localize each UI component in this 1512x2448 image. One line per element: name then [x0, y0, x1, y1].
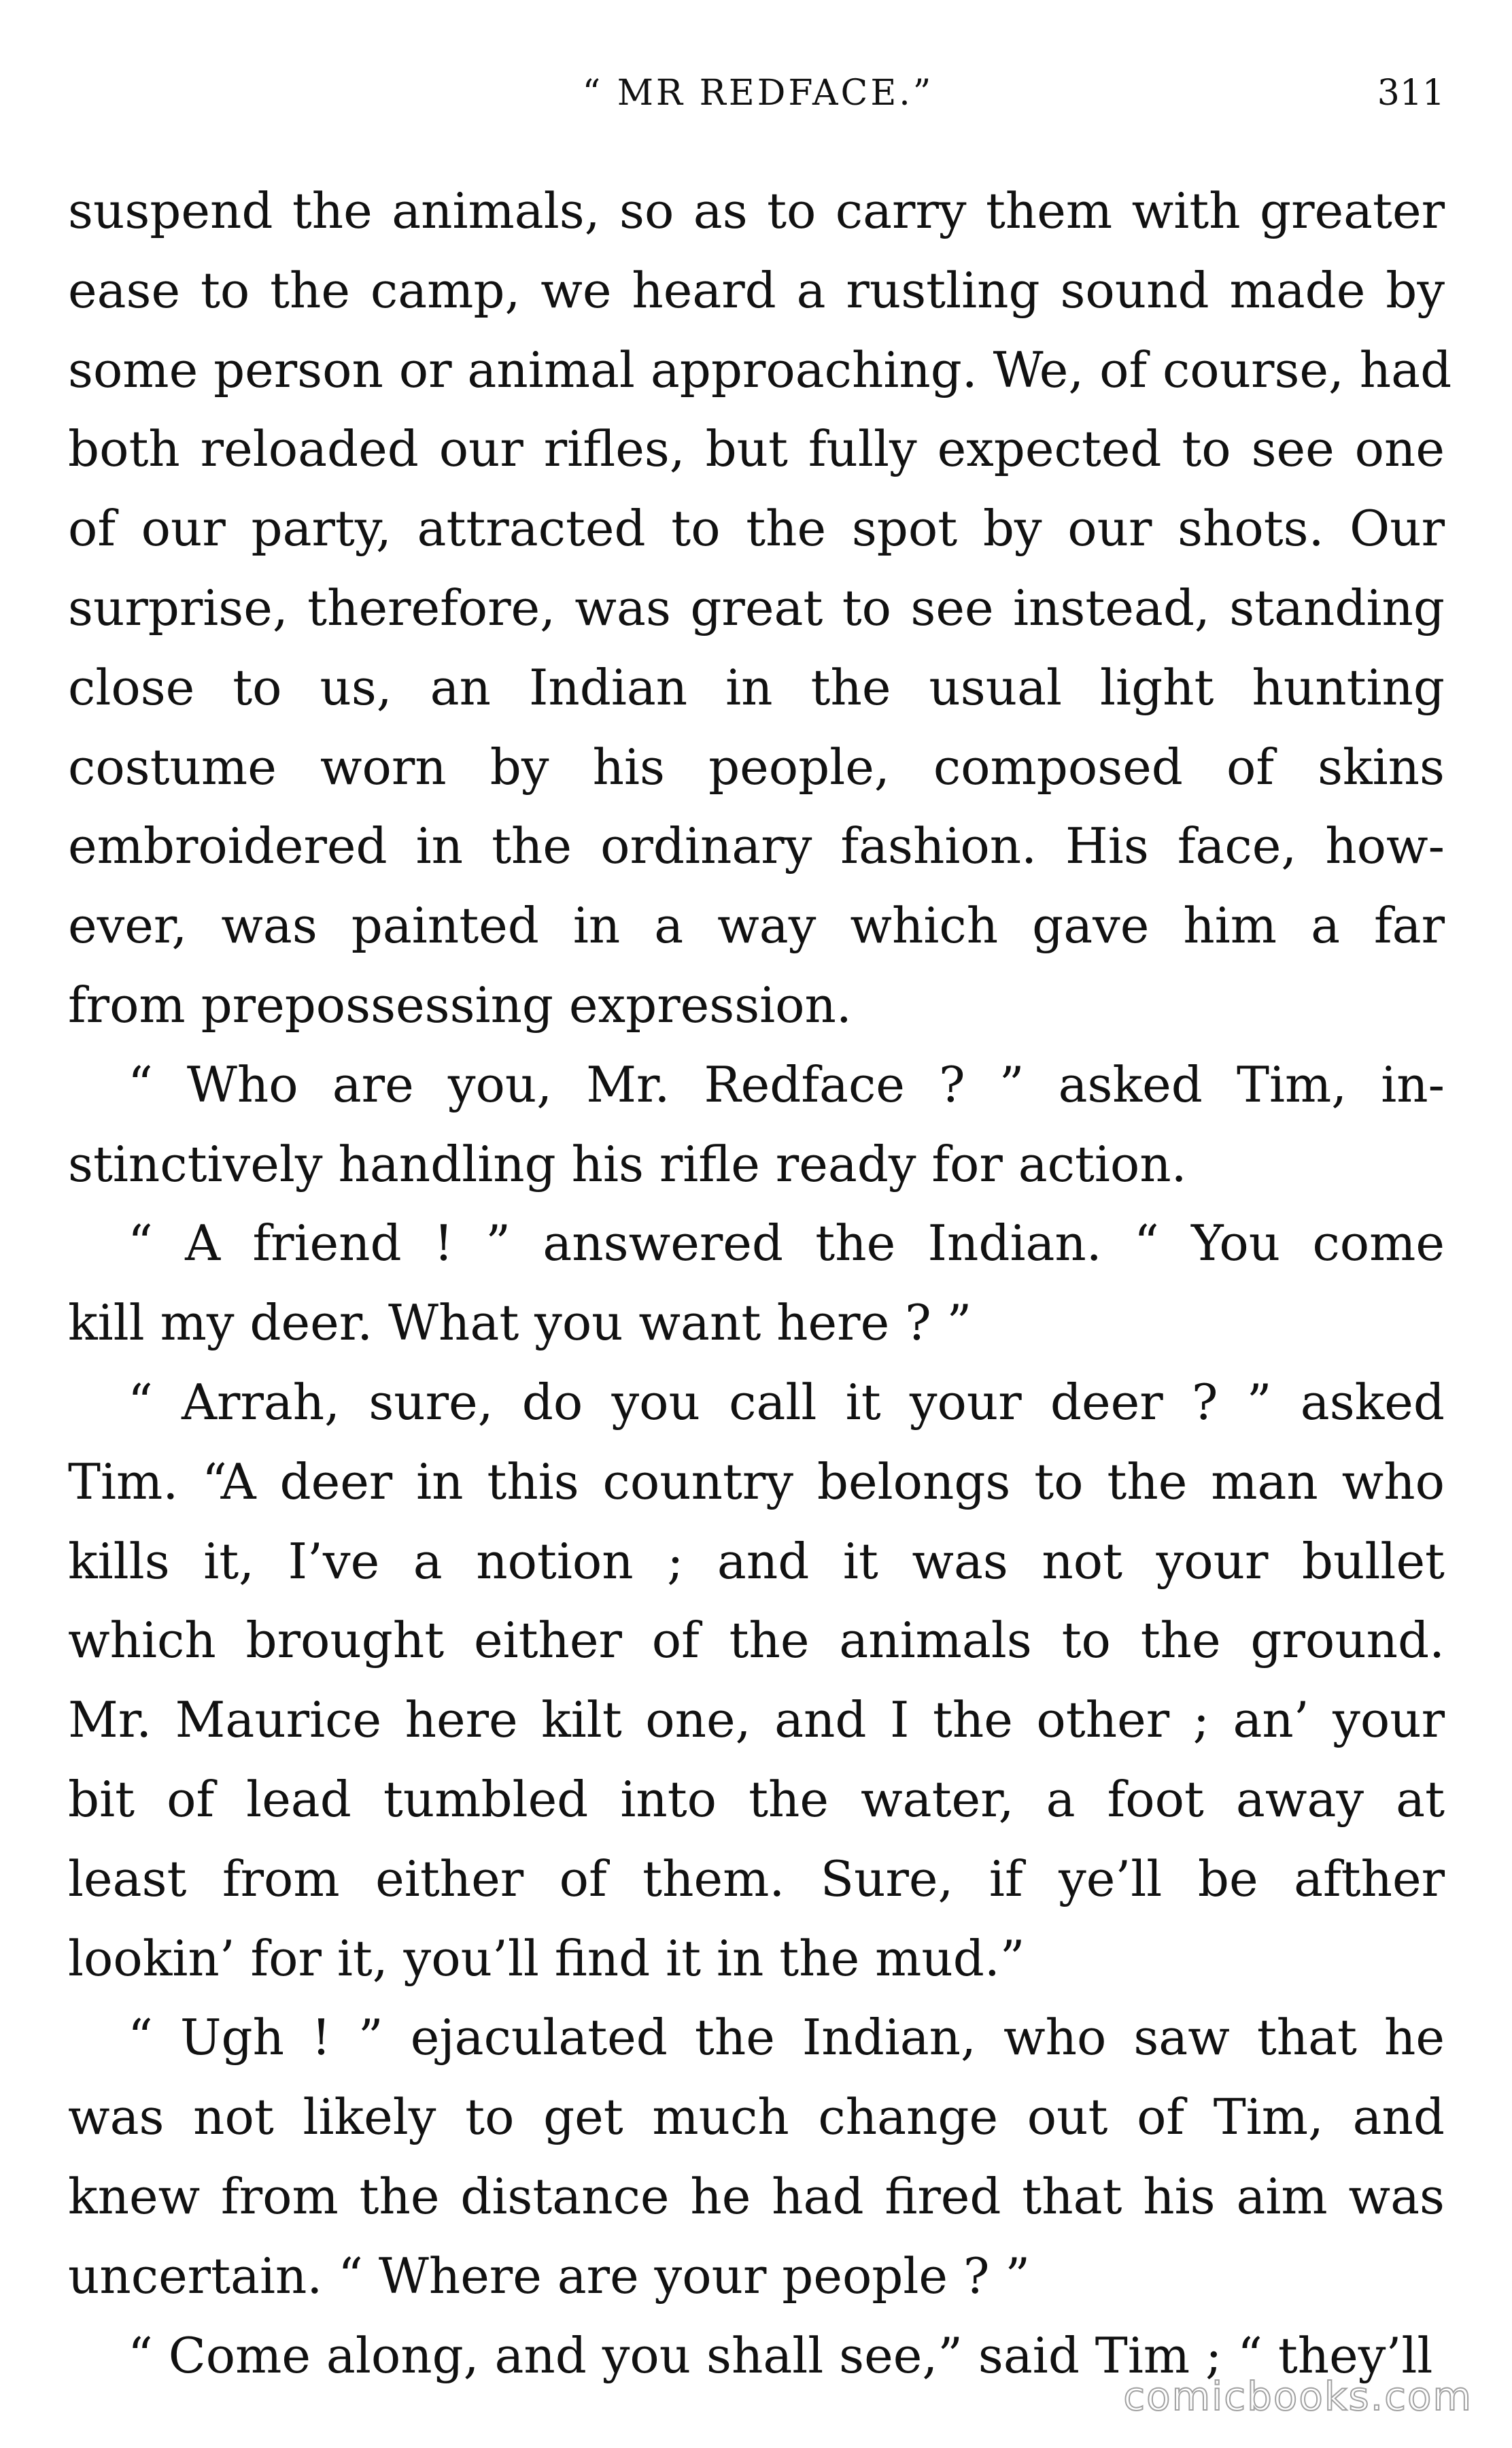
text-line: knew from the distance he had fired that his aim was	[68, 2167, 1445, 2225]
text-line: Mr. Maurice here kilt one, and I the other ; an’ your	[68, 1691, 1445, 1749]
text-line: lookin’ for it, you’ll find it in the mud.”	[68, 1929, 1025, 1987]
text-line: stinctively handling his rifle ready for action.	[68, 1135, 1187, 1193]
text-line: Tim. “A deer in this country belongs to the man who	[68, 1452, 1445, 1510]
text-line: surprise, therefore, was great to see instead, standing	[68, 579, 1445, 636]
watermark-logo: comicbooks.com	[1123, 2373, 1473, 2419]
text-line: “ A friend ! ” answered the Indian. “ You come	[128, 1214, 1445, 1272]
text-line: ever, was painted in a way which gave him a far	[68, 897, 1445, 955]
body-text	[68, 171, 1452, 2395]
text-line: of our party, attracted to the spot by our shots. Our	[68, 500, 1445, 558]
text-line: kill my deer. What you want here ? ”	[68, 1294, 972, 1352]
text-line: bit of lead tumbled into the water, a foot away at	[68, 1770, 1445, 1828]
text-line: ease to the camp, we heard a rustling sound made by	[68, 261, 1445, 319]
text-line: least from either of them. Sure, if ye’ll be afther	[68, 1850, 1445, 1907]
text-line: some person or animal approaching. We, of course, had	[68, 341, 1452, 398]
text-line: uncertain. “ Where are your people ? ”	[68, 2247, 1031, 2305]
page-number: 311	[1377, 73, 1445, 114]
text-line: embroidered in the ordinary fashion. His face, how-	[68, 817, 1445, 875]
running-head	[71, 63, 1445, 124]
text-line: both reloaded our rifles, but fully expected to see one	[68, 420, 1445, 478]
text-line: “ Ugh ! ” ejaculated the Indian, who saw that he	[128, 2009, 1445, 2067]
text-line: close to us, an Indian in the usual light hunting	[68, 658, 1445, 716]
text-line: costume worn by his people, composed of skins	[68, 738, 1445, 796]
text-line: “ Arrah, sure, do you call it your deer ? ” asked	[128, 1373, 1445, 1431]
text-line: from prepossessing expression.	[68, 976, 852, 1034]
text-line: suspend the animals, so as to carry them with greater	[68, 182, 1445, 239]
running-title: “ MR REDFACE.”	[582, 73, 934, 114]
text-line: “ Come along, and you shall see,” said Tim ; “ they’ll	[128, 2326, 1433, 2384]
text-line: which brought either of the animals to the ground.	[68, 1612, 1445, 1669]
text-line: was not likely to get much change out of Tim, and	[68, 2088, 1445, 2146]
text-line: “ Who are you, Mr. Redface ? ” asked Tim, in-	[128, 1055, 1445, 1113]
text-line: kills it, I’ve a notion ; and it was not your bullet	[68, 1532, 1445, 1590]
